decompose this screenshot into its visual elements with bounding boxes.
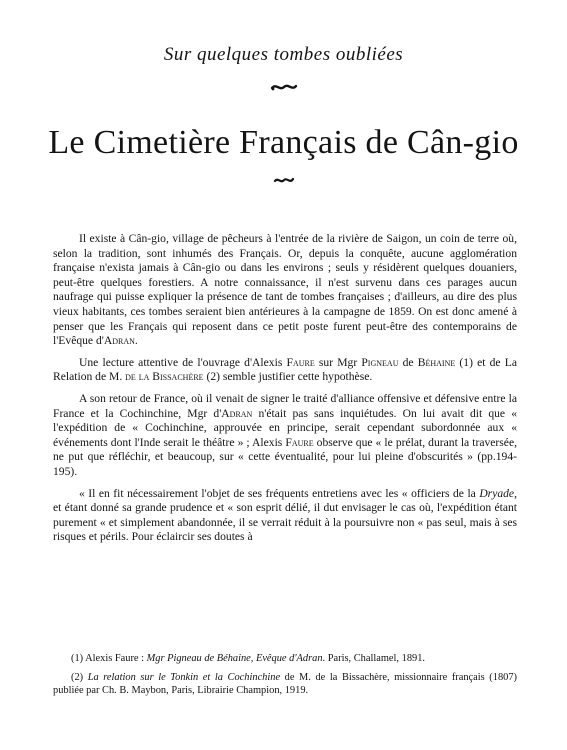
paragraph-2	[53, 356, 517, 385]
paragraph-text: (2) semble justifier cette hypothèse.	[203, 370, 373, 384]
footnote-title: La relation sur le Tonkin et la Cochinchine	[87, 672, 281, 684]
page-title: Le Cimetière Français de Cân-gio	[48, 124, 519, 161]
footnote-text: (1) Alexis Faure :	[71, 653, 147, 664]
paragraph-text: observe que « le prélat, durant la traversée, ne put que réfléchir, et beaucoup, sur « cette éventualité, pour lui pleine d'obscurités » (pp.194-195).	[53, 435, 517, 478]
paragraph-text: Une lecture attentive de l'ouvrage d'Alexis	[79, 355, 287, 369]
paragraph-1	[53, 232, 517, 349]
name-pigneau: Pigneau	[361, 355, 399, 369]
paragraph-text: , et étant donné sa grande prudence et « son esprit délié, il dut envisager le cas où, l'expédition étant purement « et simplement abandonnée, il se verrait réduit à la poursuivre non « pas seul, mais à ses risques et périls. Pour éclaircir ses doutes à	[53, 486, 517, 544]
paragraph-text: « Il en fit nécessairement l'objet de ses fréquents entretiens avec les « officiers de la	[79, 486, 480, 500]
ornament-divider-icon	[273, 176, 295, 185]
name-adran: Adran	[221, 406, 253, 420]
paragraph-text: n'était pas sans inquiétudes. On lui avait dit que « l'expédition de « Cochinchine, approuvée en principe, serait cependant subordonnée aux « événements dont l'Inde serait le théâtre » ; Alexis	[53, 406, 517, 449]
name-bissachere: de la Bissachère	[125, 370, 204, 384]
name-faure: Faure	[286, 355, 315, 369]
name-faure: Faure	[285, 435, 314, 449]
paragraph-text: de	[398, 355, 418, 369]
paragraph-text: (1) et de La Relation de M.	[53, 355, 517, 384]
paragraph-text: .	[134, 334, 138, 348]
paragraph-3	[53, 392, 517, 480]
name-behaine: Béhaine	[417, 355, 456, 369]
footnote-1	[53, 652, 517, 665]
body-text	[53, 232, 517, 552]
footnote-text: (2)	[71, 672, 88, 684]
footnote-title: Mgr Pigneau de Béhaine, Evêque d'Adran	[146, 653, 323, 664]
footnote-2	[53, 671, 517, 697]
paragraph-4	[53, 487, 517, 545]
supertitle: Sur quelques tombes oubliées	[163, 44, 404, 65]
ornament-divider-icon	[270, 82, 298, 92]
footnote-text: . Paris, Challamel, 1891.	[322, 653, 425, 664]
ship-name-dryade: Dryade	[479, 486, 515, 500]
paragraph-text: A son retour de France, où il venait de signer le traité d'alliance offensive et défensive entre la France et la Cochinchine, Mgr d'	[53, 391, 517, 420]
name-adran: Adran	[103, 334, 135, 348]
footnotes	[53, 652, 517, 704]
paragraph-text: sur Mgr	[314, 355, 362, 369]
footnote-text: de M. de la Bissachère, missionnaire français (1807) publiée par Ch. B. Maybon, Paris, Librairie Champion, 1919.	[53, 672, 517, 697]
paragraph-text: Il existe à Cân-gio, village de pêcheurs à l'entrée de la rivière de Saigon, un coin de terre où, selon la tradition, sont inhumés des Français. Or, depuis la conquête, aucune agglomération française n'exista jamais à Cân-gio ou dans les environs ; seuls y résidèrent quelques douaniers, peut-être quelques forestiers. A notre connaissance, il n'est survenu dans ces parages aucun naufrage qui puisse expliquer la présence de tant de tombes françaises ; d'ailleurs, au dire des plus vieux habitants, ces tombes seraient bien antérieures à la campagne de 1859. On est donc amené à penser que les Français qui reposent dans ce petit poste furent peut-être des contemporains de l'Evêque d'	[53, 232, 517, 348]
